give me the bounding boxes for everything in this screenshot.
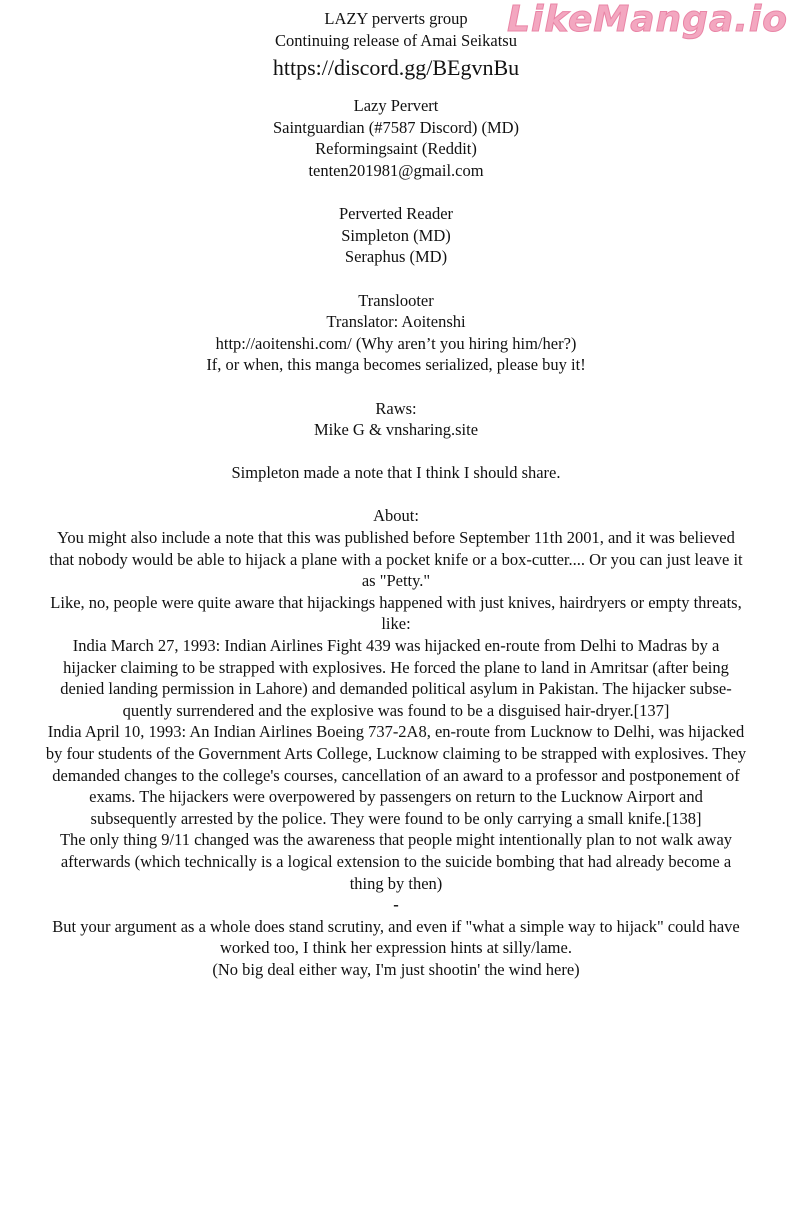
about-line: by four students of the Government Arts College, Lucknow claiming to be strapped with explosives. They [45, 744, 747, 763]
section-heading-about: About: [373, 506, 419, 526]
about-line: Like, no, people were quite aware that hijackings happened with just knives, hairdryers or empty threats, [50, 592, 742, 612]
about-line: denied landing permission in Lahore) and demanded political asylum in Pakistan. The hijacker subse- [60, 679, 732, 699]
about-line: India March 27, 1993: Indian Airlines Fight 439 was hijacked en-route from Delhi to Madras by a [72, 636, 720, 656]
credit-line: Translator: Aoitenshi [326, 312, 466, 332]
about-line: demanded changes to the college's courses, cancellation of an award to a professor and postponement of [52, 765, 740, 785]
spacer [12, 182, 780, 204]
credits-page [12, 8, 780, 981]
about-line: as "Petty." [361, 571, 431, 591]
credit-line: Mike G & vnsharing.site [313, 420, 479, 440]
credit-line: Simpleton (MD) [341, 225, 451, 245]
section-heading-lazy-pervert: Lazy Pervert [353, 96, 439, 116]
about-line: But your argument as a whole does stand scrutiny, and even if "what a simple way to hijack" could have [52, 916, 740, 936]
about-line: afterwards (which technically is a logical extension to the suicide bombing that had already become a [60, 851, 732, 871]
spacer [12, 268, 780, 290]
spacer [12, 484, 780, 506]
spacer [12, 441, 780, 463]
about-line: hijacker claiming to be strapped with explosives. He forced the plane to land in Amritsar (after being [63, 657, 729, 677]
about-line: You might also include a note that this was published before September 11th 2001, and it was believed [57, 528, 735, 548]
about-line: quently surrendered and the explosive was found to be a disguised hair-dryer.[137] [122, 700, 670, 720]
section-heading-raws: Raws: [375, 398, 417, 418]
discord-link[interactable]: https://discord.gg/BEgvnBu [272, 55, 520, 81]
about-line: thing by then) [349, 873, 443, 893]
about-line: The only thing 9/11 changed was the awareness that people might intentionally plan to not walk away [59, 830, 733, 850]
translator-link[interactable]: http://aoitenshi.com/ (Why aren’t you hiring him/her?) [215, 333, 577, 353]
about-line: exams. The hijackers were overpowered by passengers on return to the Lucknow Airport and [89, 787, 703, 807]
section-heading-perverted-reader: Perverted Reader [338, 204, 454, 224]
about-line: worked too, I think her expression hints at silly/lame. [220, 938, 572, 958]
credit-line: Saintguardian (#7587 Discord) (MD) [272, 117, 520, 137]
about-separator: - [393, 895, 399, 915]
about-line: that nobody would be able to hijack a plane with a pocket knife or a box-cutter.... Or you can just leave it [49, 549, 743, 569]
group-name: LAZY perverts group [324, 9, 468, 28]
note-intro: Simpleton made a note that I think I should share. [231, 463, 561, 483]
credit-line: Seraphus (MD) [344, 247, 448, 267]
spacer [12, 376, 780, 398]
credit-line: If, or when, this manga becomes serialized, please buy it! [206, 355, 586, 375]
about-line: subsequently arrested by the police. They were found to be only carrying a small knife.[138] [90, 808, 702, 828]
release-line: Continuing release of Amai Seikatsu [275, 30, 517, 50]
section-heading-translooter: Translooter [358, 290, 434, 310]
about-line: like: [381, 614, 411, 634]
about-line: (No big deal either way, I'm just shootin' the wind here) [212, 959, 580, 979]
about-line: India April 10, 1993: An Indian Airlines Boeing 737-2A8, en-route from Lucknow to Delhi, was hijacked [47, 722, 745, 742]
email-link[interactable]: tenten201981@gmail.com [308, 160, 484, 180]
credit-line: Reformingsaint (Reddit) [315, 139, 477, 159]
watermark-text: LikeManga.io [507, 0, 788, 40]
